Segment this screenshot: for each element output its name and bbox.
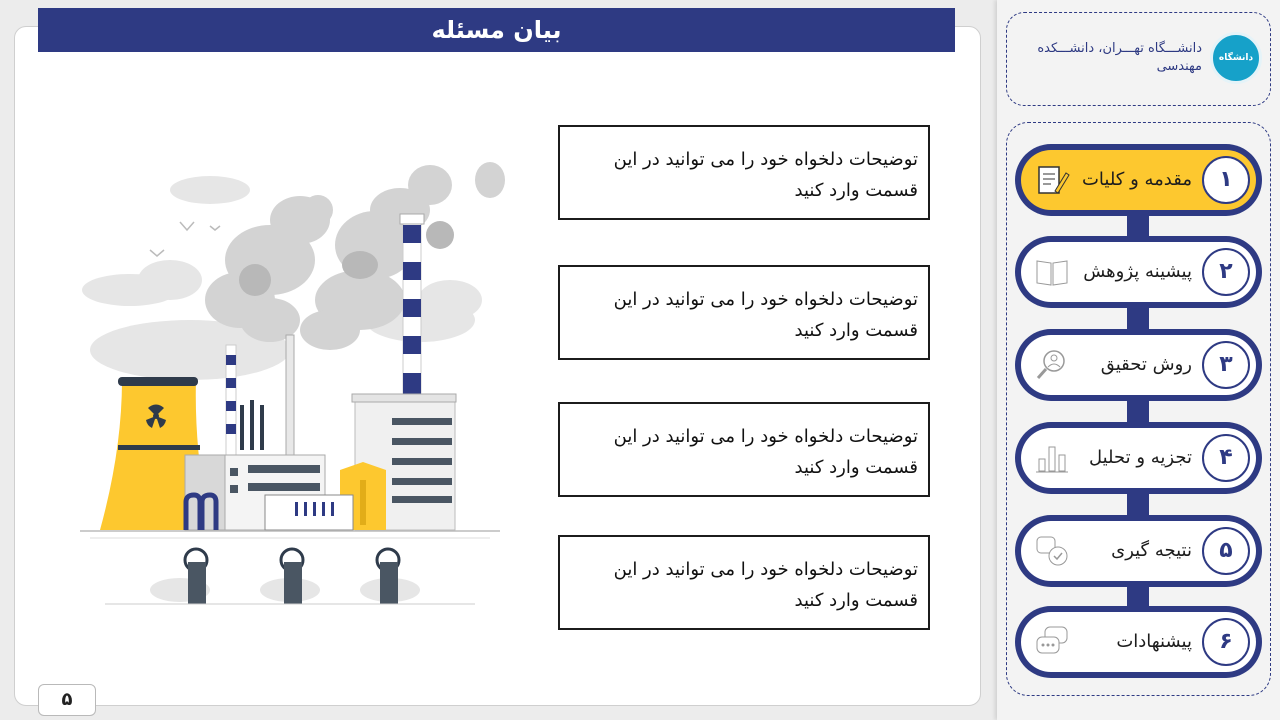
menu-label: مقدمه و کلیات: [1081, 169, 1192, 190]
menu-label: تجزیه و تحلیل: [1088, 447, 1192, 468]
menu-item-introduction[interactable]: [1015, 144, 1262, 216]
university-name: دانشـــگاه تهـــران، دانشـــکده مهندسی: [1037, 41, 1202, 74]
menu-number: ۲: [1202, 248, 1250, 296]
menu-item-suggestions[interactable]: [1015, 606, 1262, 678]
menu-number: ۴: [1202, 434, 1250, 482]
menu-item-analysis[interactable]: [1015, 422, 1262, 494]
magnifier-user-icon: [1033, 346, 1071, 384]
page-title: بیان مسئله: [38, 8, 955, 52]
bar-chart-icon: [1033, 439, 1071, 477]
page-number: ۵: [38, 684, 96, 716]
menu-number: ۳: [1202, 341, 1250, 389]
menu-label: نتیجه گیری: [1111, 540, 1192, 561]
menu-label: پیشنهادات: [1116, 631, 1192, 652]
chat-bubbles-icon: [1033, 623, 1071, 661]
menu-item-research-method[interactable]: [1015, 329, 1262, 401]
menu-label: پیشینه پژوهش: [1083, 261, 1192, 282]
document-pencil-icon: [1033, 161, 1071, 199]
menu-item-literature-review[interactable]: [1015, 236, 1262, 308]
speech-check-icon: [1033, 532, 1071, 570]
menu-number: ۱: [1202, 156, 1250, 204]
menu-number: ۵: [1202, 527, 1250, 575]
description-box-4[interactable]: توضیحات دلخواه خود را می توانید در این قسمت وارد کنید: [558, 535, 930, 630]
factory-illustration: [70, 150, 510, 610]
menu-item-conclusion[interactable]: [1015, 515, 1262, 587]
description-box-3[interactable]: توضیحات دلخواه خود را می توانید در این قسمت وارد کنید: [558, 402, 930, 497]
menu-number: ۶: [1202, 618, 1250, 666]
menu-label: روش تحقیق: [1100, 354, 1192, 375]
description-box-2[interactable]: توضیحات دلخواه خود را می توانید در این قسمت وارد کنید: [558, 265, 930, 360]
open-book-icon: [1033, 253, 1071, 291]
description-box-1[interactable]: توضیحات دلخواه خود را می توانید در این قسمت وارد کنید: [558, 125, 930, 220]
university-logo: دانشگاه: [1210, 32, 1262, 84]
